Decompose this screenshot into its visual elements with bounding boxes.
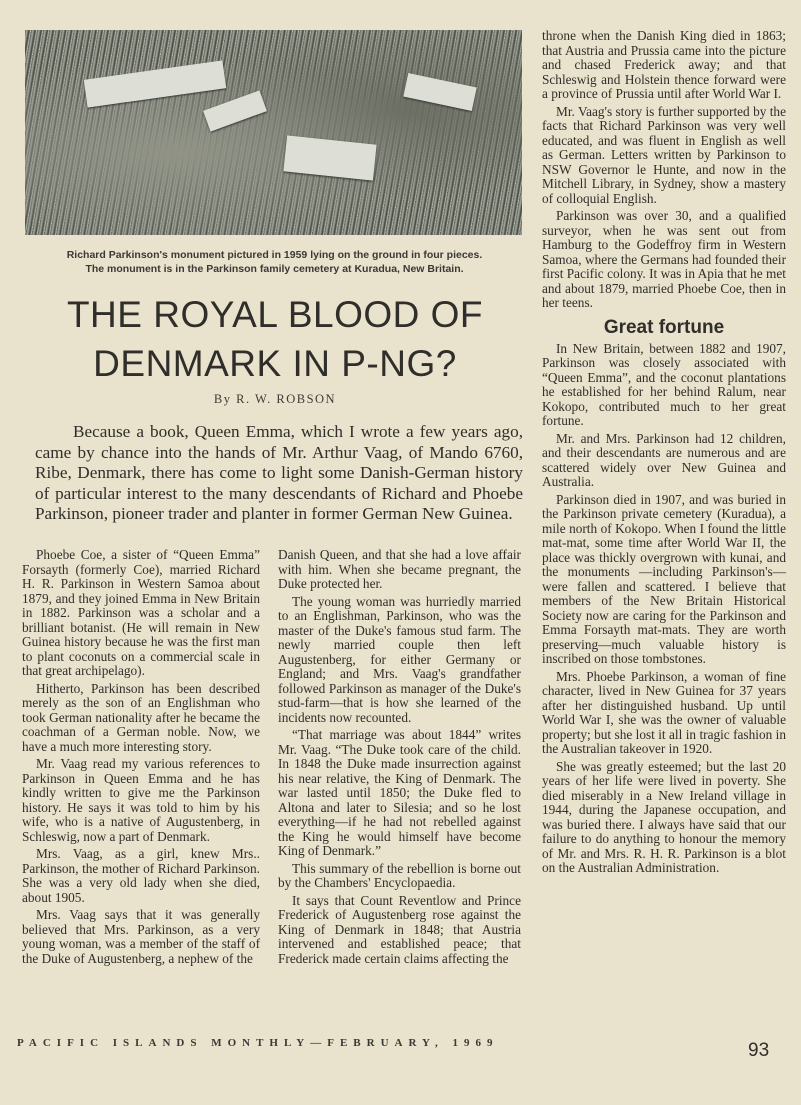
paragraph: Danish Queen, and that she had a love affair with him. When she became pregnant, the Duke protected her. [278,547,521,591]
section-subhead: Great fortune [603,316,725,338]
caption-line: The monument is in the Parkinson family cemetery at Kuradua, New Britain. [85,263,464,275]
paragraph: Parkinson died in 1907, and was buried in the Parkinson private cemetery (Kuradua), a mile north of Kokopo. When I found the little mat-mat, some time after World War II, the place was thickly overgrown with kunai, and the monuments —including Parkinson's—were fallen and scattered. I believe that members of the New Britain Historical Society now are caring for the Parkinson and Emma Forsayth mat-mats. They are worth preserving—much valuable history is inscribed on those tombstones. [542,491,786,666]
paragraph: Parkinson was over 30, and a qualified surveyor, when he was sent out from Hamburg to the Godeffroy firm in Western Samoa, where the Germans had founded their first Pacific colony. It was in Apia that he met and about 1879, married Phoebe Coe, then in her teens. [542,208,786,310]
paragraph: Phoebe Coe, a sister of “Queen Emma” Forsayth (formerly Coe), married Richard H. R. Parkinson in Western Samoa about 1879, and they joined Emma in New Britain in 1882. Parkinson was a scholar and a brilliant botanist. (He will remain in New Guinea history because he was the first man to plant coconuts on a commercial scale in that great archipelago). [22,547,260,678]
paragraph: Mr. Vaag read my various references to Parkinson in Queen Emma and he has kindly written to give me the Parkinson history. He says it was told to him by his wife, who is a native of Augustenberg, in Schleswig, now a part of Denmark. [22,756,260,844]
paragraph: She was greatly esteemed; but the last 20 years of her life were lived in poverty. She died miserably in a New Ireland village in 1944, during the Japanese occupation, and was buried there. I always have said that our failure to do anything to honour the memory of Mr. and Mrs. R. H. R. Parkinson is a blot on the Australian Administration. [542,758,786,875]
intro-text: Because a book, Queen Emma, which I wrote a few years ago, came by chance into the hands of Mr. Arthur Vaag, of Mando 6760, Ribe, Denmark, there has come to light some Danish-German history of particular interest to the many descendants of Richard and Phoebe Parkinson, pioneer trader and planter in former German New Guinea. [35,422,523,524]
paragraph: Mrs. Vaag, as a girl, knew Mrs.. Parkinson, the mother of Richard Parkinson. She was a very old lady when she died, about 1905. [22,846,260,905]
publication-footer: PACIFIC ISLANDS MONTHLY—FEBRUARY, 1969 [17,1037,499,1049]
column-2 [278,548,521,969]
paragraph: Mr. Vaag's story is further supported by the facts that Richard Parkinson was very well educated, and was fluent in English as well as German. Letters written by Parkinson to NSW Governor le Hunte, and now in the Mitchell Library, in Sydney, show a mastery of colloquial English. [542,103,786,206]
monument-piece [403,73,476,111]
page-number: 93 [748,1040,770,1061]
column-1 [22,548,260,969]
caption-line: Richard Parkinson's monument pictured in 1959 lying on the ground in four pieces. [66,249,483,261]
paragraph: throne when the Danish King died in 1863; that Austria and Prussia came into the picture and chased Frederick away; and that Schleswig and Holstein thence forward were a province of Prussia until after World War I. [542,28,786,101]
intro-paragraph [35,422,523,525]
paragraph: It says that Count Reventlow and Prince Frederick of Augustenberg rose against the King of Denmark in 1848; that Austria intervened and established peace; that Frederick made certain claims affecting the [278,892,521,966]
paragraph: Mr. and Mrs. Parkinson had 12 children, and their descendants are numerous and are scattered widely over New Guinea and Australia. [542,430,786,489]
monument-photo [25,30,522,235]
monument-piece [203,90,267,131]
article-headline [40,290,510,388]
paragraph: Mrs. Vaag says that it was generally believed that Mrs. Parkinson, as a very young woman, was a member of the staff of the Duke of Augustenberg, a nephew of the [22,907,260,966]
paragraph: Hitherto, Parkinson has been described merely as the son of an Englishman who took German nationality after he became the coachman of a German noble. Now, we have a much more interesting story. [22,680,260,754]
photo-caption [22,248,527,276]
paragraph: In New Britain, between 1882 and 1907, Parkinson was closely associated with “Queen Emma”, and the coconut plantations he established for her behind Ralum, near Kokopo, contributed much to her great fortune. [542,340,786,428]
monument-piece [84,60,227,107]
paragraph: The young woman was hurriedly married to an Englishman, Parkinson, who was the master of the Duke's famous stud farm. The newly married couple then left Augustenberg, for either Germany or England; and Mrs. Vaag's grandfather followed Parkinson as manager of the Duke's stud-farm—that is how she learned of the incidents now recounted. [278,593,521,725]
monument-piece [283,135,376,180]
headline-line: DENMARK IN P-NG? [93,343,457,384]
paragraph: This summary of the rebellion is borne out by the Chambers' Encyclopaedia. [278,860,521,890]
headline-line: THE ROYAL BLOOD OF [66,294,484,335]
byline: By R. W. ROBSON [213,392,337,406]
paragraph: “That marriage was about 1844” writes Mr. Vaag. “The Duke took care of the child. In 1848 the Duke made insurrection against his near relative, the King of Denmark. The war lasted until 1850; the Duke fled to Altona and later to Silesia; and so he lost everything—if he had not rebelled against the King he would himself have become King of Denmark.” [278,727,521,858]
paragraph: Mrs. Phoebe Parkinson, a woman of fine character, lived in New Guinea for 37 years after her distinguished husband. Up until World War I, she was the owner of valuable property; but she lost it all in tragic fashion in the Australian takeover in 1920. [542,668,786,756]
column-3 [542,29,786,879]
